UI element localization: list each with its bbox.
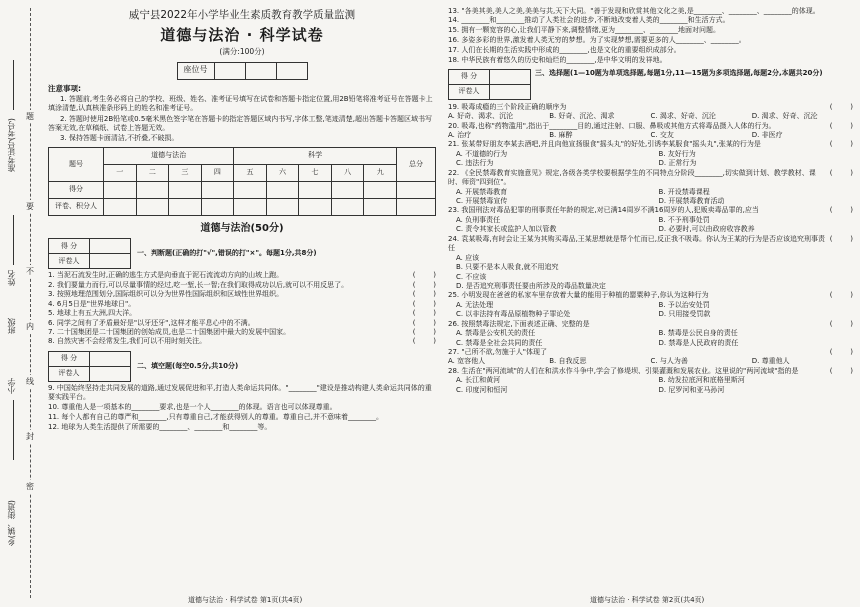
choice-question bbox=[448, 348, 853, 367]
fill-question: 14. ________和________推动了人类社会的进步,不断地改变着人类的________和生活方式。 bbox=[448, 16, 730, 25]
grader-score-label: 得 分 bbox=[449, 69, 490, 84]
grader-box bbox=[48, 351, 131, 382]
seal-line bbox=[30, 8, 31, 598]
seal-char: 不 bbox=[26, 267, 34, 276]
section1-heading: 一、判断题(正确的打"√",错误的打"×"。每题1分,共8分) bbox=[137, 249, 317, 258]
fill-question: 11. 每个人都有自己的尊严和________,只有尊重自己,才能获得别人的尊重。尊重自己,并不意味着________。 bbox=[48, 413, 384, 422]
full-score: (满分:100分) bbox=[219, 47, 265, 57]
fill-line bbox=[13, 215, 14, 265]
answer-paren: ( ) bbox=[829, 102, 853, 111]
binding-label: 班级 bbox=[7, 318, 16, 334]
exam-title-line1: 威宁县2022年小学毕业生素质教育教学质量监测 bbox=[128, 9, 356, 21]
section2-heading: 二、填空题(每空0.5分,共10分) bbox=[137, 361, 239, 370]
binding-label: 小学 bbox=[7, 378, 16, 394]
choice-option: D. 禁毒是人民政府的责任 bbox=[658, 338, 739, 347]
choice-option: D. 尼罗河和亚马孙河 bbox=[658, 385, 725, 394]
footer-left: 道德与法治 · 科学试卷 第1页(共4页) bbox=[188, 596, 303, 604]
footer-right: 道德与法治 · 科学试卷 第2页(共4页) bbox=[590, 596, 705, 604]
judge-question: 6. 同学之间有了矛盾最好是"以牙还牙",这样才能平息心中的不满。 ( ) bbox=[48, 318, 436, 327]
choice-question-text: 26. 按照禁毒法规定,下面表述正确、完整的是 bbox=[448, 319, 590, 328]
score-col: 七 bbox=[299, 164, 332, 181]
score-col: 二 bbox=[136, 164, 169, 181]
choice-questions bbox=[448, 103, 853, 396]
grader-score-label: 得 分 bbox=[49, 239, 90, 254]
choice-option: D. 只用接受罚款 bbox=[658, 310, 711, 319]
seat-number-cell[interactable] bbox=[245, 62, 276, 79]
fill-line bbox=[13, 400, 14, 460]
binding-strip bbox=[0, 0, 40, 607]
choice-option: B. 麻醉 bbox=[549, 130, 573, 139]
binding-label: 乡(镇、街道) bbox=[7, 500, 16, 547]
seal-char: 内 bbox=[26, 322, 34, 331]
section3-heading: 三、选择题(1—10题为单项选择题,每题1分,11—15题为多项选择题,每题2分,本题共20分) bbox=[535, 68, 823, 77]
choice-option: A. 开展禁毒教育 bbox=[456, 187, 508, 196]
notice-item: 1. 答题前,考生务必将自己的学校、班级、姓名、准考证号填写在试卷和答题卡指定位置,用2B铅笔将准考证号在答题卡上填涂清楚,认真核准条形码上的姓名和准考证号。 bbox=[48, 94, 433, 113]
answer-paren: ( ) bbox=[829, 206, 853, 215]
score-col: 八 bbox=[331, 164, 364, 181]
choice-option: B. 禁毒是公民自身的责任 bbox=[658, 329, 738, 338]
score-col: 三 bbox=[169, 164, 202, 181]
score-group-science: 科学 bbox=[234, 147, 397, 164]
fill-question: 15. 拥有一颗宽容的心,让我们平静下来,调整情绪,更为________、________地面对问题。 bbox=[448, 26, 721, 35]
answer-paren: ( ) bbox=[829, 291, 853, 300]
notice-title: 注意事项: bbox=[48, 83, 81, 93]
judge-question: 5. 地球上有五大洲,四大洋。 ( ) bbox=[48, 309, 436, 318]
fill-question: 17. 人们在长期的生活实践中形成的________,也是文化的重要组织成部分。 bbox=[448, 46, 681, 55]
fill-questions-continued bbox=[448, 7, 853, 66]
answer-paren: ( ) bbox=[829, 140, 853, 149]
answer-paren: ( ) bbox=[829, 121, 853, 130]
score-col: 四 bbox=[201, 164, 234, 181]
seat-number-box bbox=[48, 62, 436, 80]
choice-option: B. 幼发拉底河和底格里斯河 bbox=[658, 376, 745, 385]
section1-header bbox=[48, 238, 436, 269]
choice-question-text: 24. 袁某吸毒,有时会让王某为其购买毒品,王某思想就是帮个忙而已,反正我不吸毒。你认为王某的行为是否应该追究刑事责任 bbox=[448, 234, 826, 253]
choice-option: C. 交友 bbox=[650, 130, 674, 139]
fill-question: 9. 中国始终坚持走共同发展的道路,通过发展促进和平,打造人类命运共同体。"________"建设是推动构建人类命运共同体的重要实践平台。 bbox=[48, 383, 432, 402]
score-total-label: 总分 bbox=[397, 147, 436, 181]
score-table-label: 题号 bbox=[49, 147, 104, 181]
fill-question: 13. "各美其美,美人之美,美美与共,天下大同。"善于发现和欣赏其他文化之美,是________、________、________的体现。 bbox=[448, 6, 820, 15]
score-row-label: 得分 bbox=[49, 181, 104, 198]
grader-box bbox=[48, 238, 131, 269]
choice-option: B. 只要不是本人吸食,就不用追究 bbox=[456, 263, 559, 272]
page-right bbox=[448, 6, 853, 395]
choice-option: A. 不道德的行为 bbox=[456, 149, 508, 158]
choice-question-text: 19. 吸毒成瘾的三个阶段正确的顺序为 bbox=[448, 102, 567, 111]
seat-number-cell[interactable] bbox=[276, 62, 307, 79]
seal-char: 要 bbox=[26, 202, 34, 211]
choice-option: C. 开展禁毒宣传 bbox=[456, 197, 508, 205]
choice-option: C. 责令其家长或监护人加以管教 bbox=[456, 225, 557, 234]
choice-option: C. 印度河和恒河 bbox=[456, 385, 508, 394]
judge-question: 4. 6月5日是"世界地球日"。 ( ) bbox=[48, 299, 436, 308]
score-table bbox=[48, 147, 436, 216]
choice-option: A. 禁毒是公安机关的责任 bbox=[456, 329, 536, 338]
seal-char: 线 bbox=[26, 377, 34, 386]
choice-option: C. 渴求、好奇、沉沦 bbox=[650, 112, 716, 121]
grader-reviewer-label: 评卷人 bbox=[49, 254, 90, 269]
choice-option: C. 禁毒是全社会共同的责任 bbox=[456, 338, 543, 347]
choice-option: D. 是否追究刑事责任要由所涉及的毒品数量决定 bbox=[456, 281, 606, 290]
choice-option: B. 友好行为 bbox=[658, 149, 696, 158]
binding-label: 准考证号(考号) bbox=[7, 118, 16, 173]
binding-label: 姓名 bbox=[7, 270, 16, 286]
choice-option: B. 好奇、沉沦、渴求 bbox=[549, 112, 615, 121]
choice-option: A. 应该 bbox=[456, 253, 480, 262]
choice-option: A. 无法处理 bbox=[456, 300, 494, 309]
seat-number-label: 座位号 bbox=[177, 62, 214, 79]
choice-question bbox=[448, 140, 853, 168]
exam-title: 道德与法治 · 科学试卷 bbox=[160, 26, 324, 45]
judge-question: 7. 二十国集团是二十国集团的创始成员,也是二十国集团中最大的发展中国家。 ( ) bbox=[48, 327, 436, 336]
choice-option: B. 自我反思 bbox=[549, 357, 587, 366]
choice-option: C. 不应该 bbox=[456, 272, 487, 281]
notice-list bbox=[48, 95, 436, 144]
notice-item: 3. 保持答题卡面清洁,不折叠,不破损。 bbox=[60, 134, 179, 143]
seal-char: 封 bbox=[26, 432, 34, 441]
choice-question-text: 25. 小明发现在爸爸的私家车里存放着大量的能用于种植的罂粟种子,你认为这种行为 bbox=[448, 291, 709, 300]
choice-question bbox=[448, 122, 853, 141]
choice-option: D. 正常行为 bbox=[658, 159, 697, 168]
fill-question: 12. 地球为人类生活提供了所需要的________、________和________等。 bbox=[48, 423, 272, 432]
choice-option: C. 以非法持有毒品原植物种子罪论处 bbox=[456, 310, 571, 319]
answer-paren: ( ) bbox=[829, 319, 853, 328]
section1-questions bbox=[48, 271, 436, 347]
fill-question: 18. 中华民族有着悠久的历史和灿烂的________,是中华文明的发祥地。 bbox=[448, 56, 667, 65]
choice-question bbox=[448, 291, 853, 319]
choice-question bbox=[448, 206, 853, 234]
choice-question-text: 22. 《全民禁毒教育实施意见》规定,各级各类学校要根据学生的不同特点分阶段________,切实做到计划、教学教材、课时、师资"四到位"。 bbox=[448, 168, 816, 187]
notice-item: 2. 答题时使用2B铅笔或0.5毫米黑色签字笔在答题卡的指定答题区域内书写,字体工整,笔迹清楚,超出答题卡答题区域书写答案无效,在草稿纸、试卷上答题无效。 bbox=[48, 114, 432, 132]
choice-option: A. 好奇、渴求、沉沦 bbox=[448, 112, 514, 121]
judge-question: 1. 当泥石流发生时,正确的逃生方式是向垂直于泥石流流动方向的山坡上跑。 ( ) bbox=[48, 271, 436, 280]
answer-paren: ( ) bbox=[829, 366, 853, 375]
seat-number-cell[interactable] bbox=[214, 62, 245, 79]
choice-option: D. 非医疗 bbox=[751, 130, 783, 139]
choice-option: A. 宽容他人 bbox=[448, 357, 486, 366]
section2-questions bbox=[48, 384, 436, 433]
choice-option: D. 尊重他人 bbox=[751, 357, 790, 366]
section2-header bbox=[48, 351, 436, 382]
score-col: 六 bbox=[266, 164, 299, 181]
choice-question-text: 28. 生活在"两河流域"的人们在和洪水作斗争中,学会了修堤坝、引渠灌溉和发展农业。这里说的"两河流域"指的是 bbox=[448, 366, 799, 375]
choice-question bbox=[448, 235, 853, 292]
answer-paren: ( ) bbox=[829, 234, 853, 243]
choice-question bbox=[448, 103, 853, 122]
judge-question: 8. 自然灾害不会经常发生,我们可以不用时刻关注。 ( ) bbox=[48, 337, 436, 346]
choice-question-text: 23. 我国刑法对毒品犯罪的刑事责任年龄的规定,对已满14周岁不满16周岁的人,犯贩卖毒品罪的,应当 bbox=[448, 206, 759, 215]
seal-char: 题 bbox=[26, 112, 34, 121]
score-col: 九 bbox=[364, 164, 397, 181]
grader-reviewer-label: 评卷人 bbox=[449, 84, 490, 99]
choice-option: A. 负刑事责任 bbox=[456, 215, 501, 224]
section-moral-title: 道德与法治(50分) bbox=[200, 222, 284, 234]
grader-box bbox=[448, 69, 531, 100]
choice-question-text: 21. 张某带好朋友李某去酒吧,并且向他宣扬服食"摇头丸"的好处,引诱李某服食"摇头丸",张某的行为是 bbox=[448, 140, 761, 149]
choice-option: B. 不予刑事处罚 bbox=[658, 215, 710, 224]
choice-question bbox=[448, 320, 853, 348]
score-group-moral: 道德与法治 bbox=[104, 147, 234, 164]
choice-option: C. 违法行为 bbox=[456, 159, 494, 168]
score-col: 一 bbox=[104, 164, 137, 181]
choice-option: C. 与人为善 bbox=[650, 357, 688, 366]
choice-question-text: 27. "己所不欲,勿施于人"体现了 bbox=[448, 348, 548, 356]
choice-option: D. 渴求、好奇、沉沦 bbox=[751, 112, 818, 121]
answer-paren: ( ) bbox=[829, 348, 853, 356]
choice-option: D. 必要时,可以由政府收容教养 bbox=[658, 225, 755, 234]
grader-score-label: 得 分 bbox=[49, 351, 90, 366]
score-col: 五 bbox=[234, 164, 267, 181]
judge-question: 3. 按照地理范围划分,国际组织可以分为世界性国际组织和区域性世界组织。 ( ) bbox=[48, 290, 436, 299]
choice-option: B. 开设禁毒课程 bbox=[658, 187, 710, 196]
judge-question: 2. 我们要量力而行,可以尽量事情的经过,吃一堑,长一智;在我们取得成功以后,就可以不用反思了。 ( ) bbox=[48, 280, 436, 289]
answer-paren: ( ) bbox=[829, 168, 853, 177]
choice-option: A. 治疗 bbox=[448, 130, 472, 139]
choice-question bbox=[448, 367, 853, 395]
grader-reviewer-label: 评卷人 bbox=[49, 366, 90, 381]
page-left bbox=[48, 6, 436, 433]
fill-question: 16. 多姿多彩的世界,激发着人类无穷的梦想。为了实现梦想,需要更多的人________、________。 bbox=[448, 36, 746, 45]
score-row-label: 评卷、积分人 bbox=[49, 198, 104, 215]
fill-line bbox=[13, 60, 14, 110]
choice-option: D. 开展禁毒教育活动 bbox=[658, 197, 725, 205]
choice-option: A. 长江和黄河 bbox=[456, 376, 501, 385]
choice-option: B. 予以治安处罚 bbox=[658, 300, 710, 309]
choice-question-text: 20. 吸毒,也称"药物滥用",指出于________目的,通过注射、口服、鼻吸或其他方式将毒品摄入人体的行为。 bbox=[448, 121, 776, 130]
seal-char: 密 bbox=[26, 482, 34, 491]
fill-question: 10. 尊重他人是一项基本的________要求,也是一个人________的体现。语言也可以体现尊重。 bbox=[48, 403, 337, 412]
choice-question bbox=[448, 169, 853, 207]
section3-header bbox=[448, 69, 853, 100]
